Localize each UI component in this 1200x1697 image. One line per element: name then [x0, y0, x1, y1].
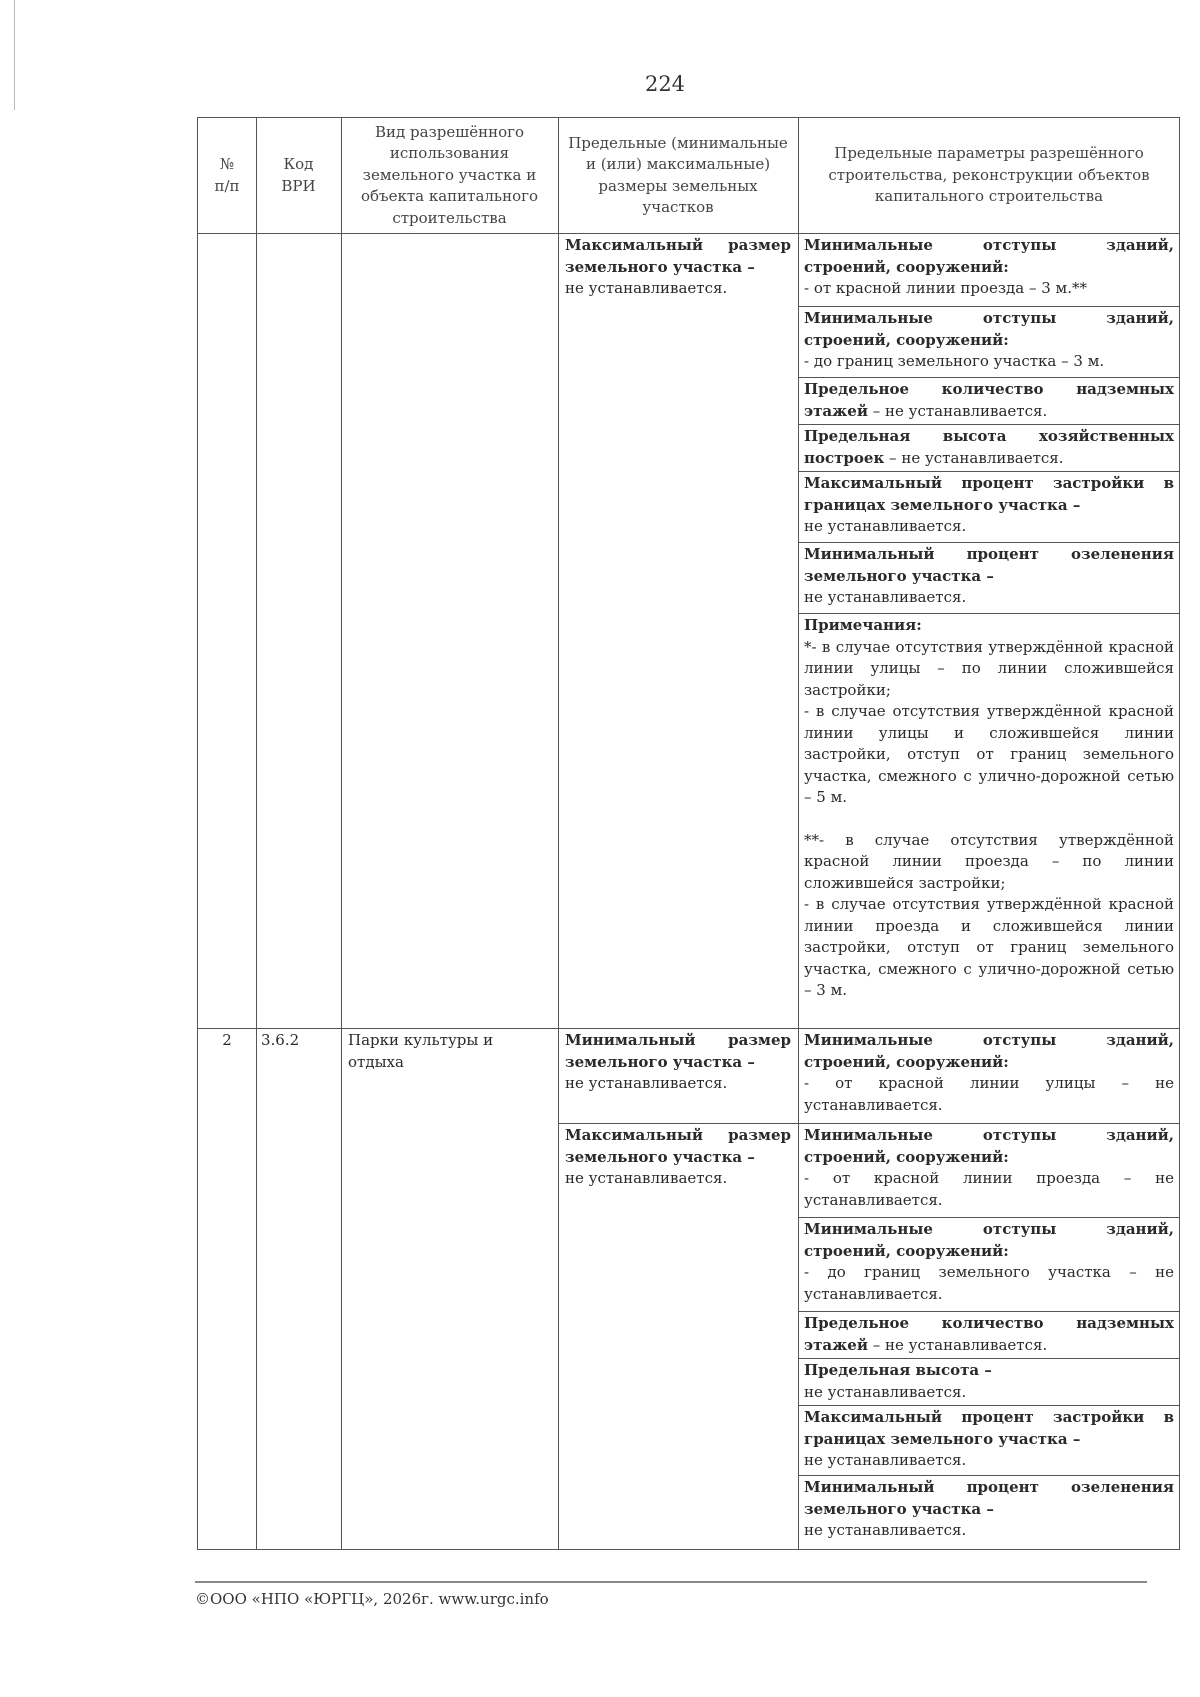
row2-use-type: Парки культуры и отдыха — [348, 1031, 494, 1071]
note-item: *- в случае отсутствия утверждённой красной линии улицы – по линии сложившейся застройки; — [804, 637, 1174, 699]
header-use-type: Вид разрешённого использования земельного участка и объекта капитального строительства — [360, 122, 539, 227]
row2-param-4: Предельная высота – не устанавливается. — [804, 1361, 992, 1401]
row1-param-5: Минимальный процент озеленения земельного участка – не устанавливается. — [804, 545, 1174, 606]
header-num: № п/п — [214, 155, 240, 195]
row2-param-5: Максимальный процент застройки в границах земельного участка – не устанавливается. — [804, 1408, 1174, 1469]
row1-param-2: Предельное количество надземных этажей – не устанавливается. — [804, 380, 1174, 420]
header-parameters: Предельные параметры разрешённого строительства, реконструкции объектов капитального строительства — [828, 144, 1150, 206]
row2-code: 3.6.2 — [261, 1031, 300, 1049]
notes-title: Примечания: — [804, 616, 922, 634]
row2-param-2: Минимальные отступы зданий, строений, сооружений: - до границ земельного участка – не устанавливается. — [804, 1220, 1174, 1303]
footer-copyright: ©ООО «НПО «ЮРГЦ», 2026г. www.urgc.info — [195, 1590, 549, 1608]
row2-param-3: Предельное количество надземных этажей – не устанавливается. — [804, 1314, 1174, 1354]
note-item: **- в случае отсутствия утверждённой красной линии проезда – по линии сложившейся застройки; — [804, 830, 1174, 892]
row1-param-0: Минимальные отступы зданий, строений, сооружений: - от красной линии проезда – 3 м.** — [804, 236, 1174, 297]
footer-divider — [195, 1581, 1147, 1583]
row2-plot-size-min: Минимальный размер земельного участка – не устанавливается. — [565, 1031, 791, 1092]
row2-num: 2 — [222, 1031, 232, 1049]
row2-param-0: Минимальные отступы зданий, строений, сооружений: - от красной линии улицы – не устанавливается. — [804, 1031, 1174, 1114]
row2-plot-size-max: Максимальный размер земельного участка – не устанавливается. — [565, 1126, 791, 1187]
regulations-table — [197, 117, 1180, 1550]
row1-plot-size-max: Максимальный размер земельного участка – не устанавливается. — [565, 236, 791, 297]
header-plot-sizes: Предельные (минимальные и (или) максимальные) размеры земельных участков — [568, 133, 788, 216]
row1-param-4: Максимальный процент застройки в границах земельного участка – не устанавливается. — [804, 474, 1174, 535]
row1-notes — [804, 615, 1174, 1002]
note-item: - в случае отсутствия утверждённой красной линии проезда и сложившейся линии застройки, отступ от границ земельного участка, смежного с улично-дорожной сетью – 3 м. — [804, 895, 1174, 999]
header-code: Код ВРИ — [281, 155, 316, 195]
row2-param-1: Минимальные отступы зданий, строений, сооружений: - от красной линии проезда – не устанавливается. — [804, 1126, 1174, 1209]
row1-param-3: Предельная высота хозяйственных построек – не устанавливается. — [804, 427, 1174, 467]
row1-param-1: Минимальные отступы зданий, строений, сооружений: - до границ земельного участка – 3 м. — [804, 309, 1174, 370]
row2-param-6: Минимальный процент озеленения земельного участка – не устанавливается. — [804, 1478, 1174, 1539]
page-number: 224 — [644, 72, 686, 96]
note-item: - в случае отсутствия утверждённой красной линии улицы и сложившейся линии застройки, отступ от границ земельного участка, смежного с улично-дорожной сетью – 5 м. — [804, 702, 1174, 806]
